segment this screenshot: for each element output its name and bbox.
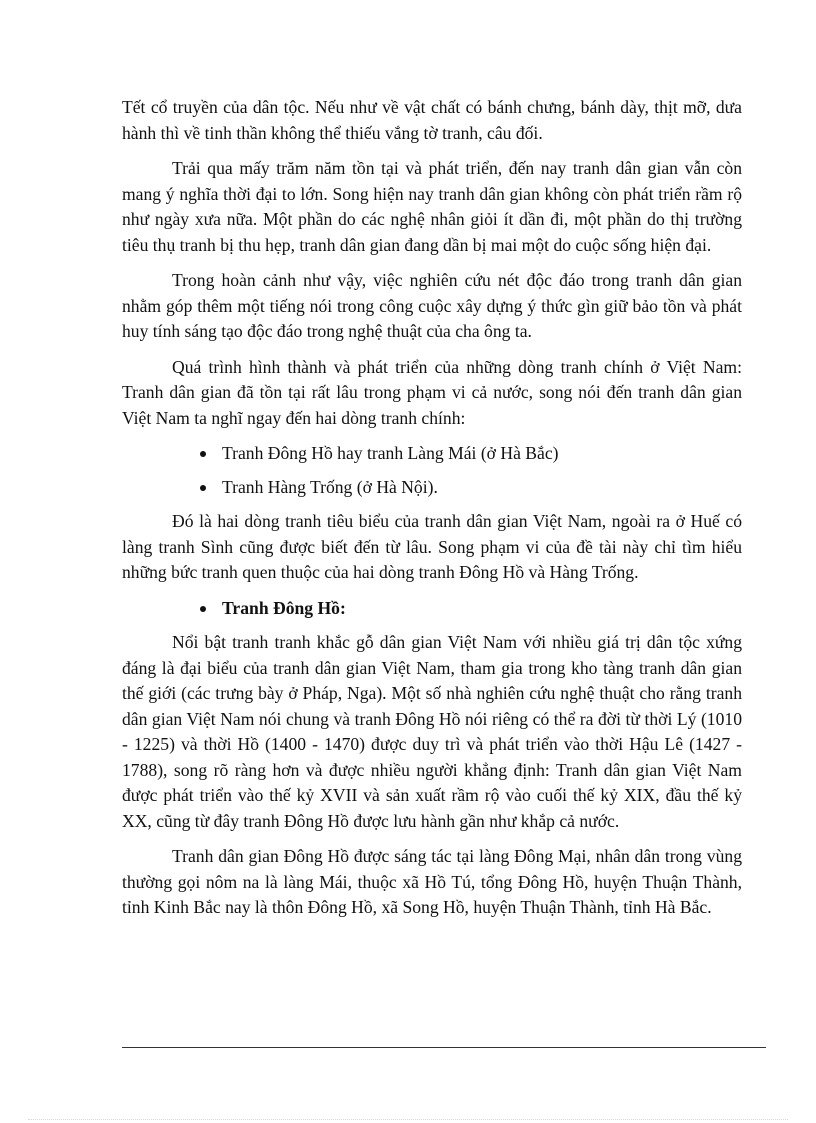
bullet-list-painting-lines xyxy=(122,441,742,500)
section-heading-list xyxy=(122,596,742,622)
paragraph-representative: Đó là hai dòng tranh tiêu biểu của tranh dân gian Việt Nam, ngoài ra ở Huế có làng tranh Sình cũng được biết đến từ lâu. Song phạm vi của đề tài này chỉ tìm hiểu những bức tranh quen thuộc của hai dòng tranh Đông Hồ và Hàng Trống. xyxy=(122,511,742,582)
paragraph-context: Trong hoàn cảnh như vậy, việc nghiên cứu nét độc đáo trong tranh dân gian nhằm góp thêm một tiếng nói trong công cuộc xây dựng ý thức gìn giữ bảo tồn và phát huy tính sáng tạo độc đáo trong nghệ thuật của cha ông ta. xyxy=(122,270,742,341)
section-heading-dong-ho xyxy=(122,596,742,622)
bullet-item-dong-ho xyxy=(122,441,742,467)
page-bottom-edge xyxy=(28,1119,788,1120)
paragraph-intro: Tết cổ truyền của dân tộc. Nếu như về vật chất có bánh chưng, bánh dày, thịt mỡ, dưa hành thì về tinh thần không thể thiếu vắng tờ tranh, câu đối. xyxy=(122,97,742,143)
bullet-dot-icon xyxy=(200,485,206,491)
footer-divider xyxy=(122,1047,766,1048)
paragraph-dong-ho-history: Nổi bật tranh tranh khắc gỗ dân gian Việt Nam với nhiều giá trị dân tộc xứng đáng là đại biểu của tranh dân gian Việt Nam, tham gia trong kho tàng tranh dân gian thế giới (các trưng bày ở Pháp, Nga). Một số nhà nghiên cứu nghệ thuật cho rằng tranh dân gian Việt Nam nói chung và tranh Đông Hồ nói riêng có thể ra đời từ thời Lý (1010 - 1225) và thời Hồ (1400 - 1470) được duy trì và phát triển vào thời Hậu Lê (1427 - 1788), song rõ ràng hơn và được nhiều người khẳng định: Tranh dân gian Việt Nam được phát triển vào thế kỷ XVII và sản xuất rầm rộ vào cuối thế kỷ XIX, đầu thế kỷ XX, cũng từ đây tranh Đông Hồ được lưu hành gần như khắp cả nước. xyxy=(122,632,742,831)
paragraph-dong-ho-location: Tranh dân gian Đông Hồ được sáng tác tại làng Đông Mại, nhân dân trong vùng thường gọi nôm na là làng Mái, thuộc xã Hồ Tú, tổng Đông Hồ, huyện Thuận Thành, tỉnh Kinh Bắc nay là thôn Đông Hồ, xã Song Hồ, huyện Thuận Thành, tỉnh Hà Bắc. xyxy=(122,846,742,917)
bullet-dot-icon xyxy=(200,606,206,612)
paragraph-history: Trải qua mấy trăm năm tồn tại và phát triển, đến nay tranh dân gian vẫn còn mang ý nghĩa thời đại to lớn. Song hiện nay tranh dân gian không còn phát triển rầm rộ như ngày xưa nữa. Một phần do các nghệ nhân giỏi ít dần đi, một phần do thị trường tiêu thụ tranh bị thu hẹp, tranh dân gian đang dần bị mai một do cuộc sống hiện đại. xyxy=(122,158,742,255)
bullet-item-hang-trong xyxy=(122,475,742,501)
section-heading-text: Tranh Đông Hồ: xyxy=(222,597,346,618)
document-page xyxy=(122,95,742,931)
bullet-text: Tranh Hàng Trống (ở Hà Nội). xyxy=(222,476,438,497)
paragraph-main-lines: Quá trình hình thành và phát triển của những dòng tranh chính ở Việt Nam: Tranh dân gian đã tồn tại rất lâu trong phạm vi cả nước, song nói đến tranh dân gian Việt Nam ta nghĩ ngay đến hai dòng tranh chính: xyxy=(122,356,742,428)
bullet-dot-icon xyxy=(200,451,206,457)
bullet-text: Tranh Đông Hồ hay tranh Làng Mái (ở Hà Bắc) xyxy=(222,443,559,463)
